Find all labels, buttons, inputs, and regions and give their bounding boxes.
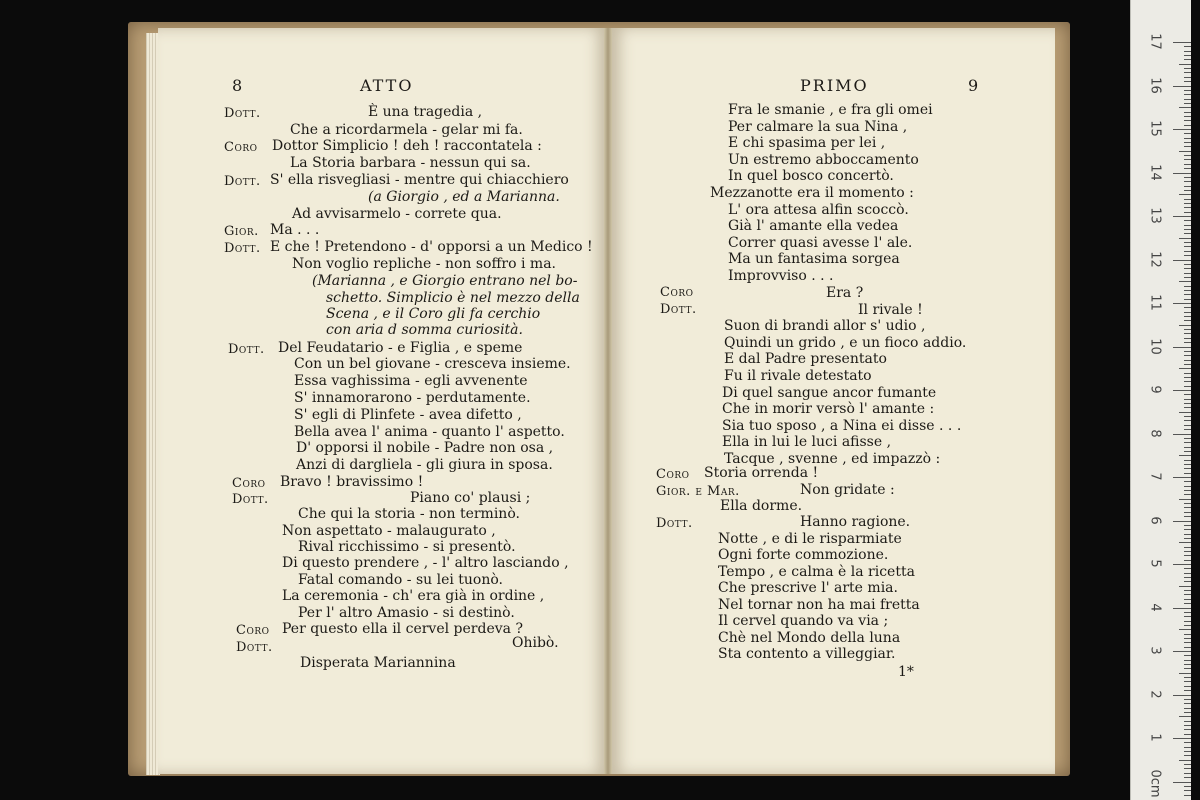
- ruler-tick: [1184, 386, 1191, 387]
- ruler-tick: [1184, 251, 1191, 252]
- ruler-number: 11: [1147, 294, 1163, 311]
- ruler-tick: [1184, 342, 1191, 343]
- ruler-tick: [1184, 46, 1191, 47]
- ruler-tick: [1184, 655, 1191, 656]
- ruler-tick: [1184, 621, 1191, 622]
- verse-line: Il cervel quando va via ;: [718, 613, 889, 629]
- verse-line: Del Feudatario - e Figlia , e speme: [278, 340, 523, 356]
- ruler-number: 12: [1147, 250, 1163, 268]
- ruler-tick: [1184, 573, 1191, 574]
- ruler-tick: [1184, 686, 1191, 687]
- speaker-label: Gior. e Mar.: [656, 484, 740, 499]
- ruler-tick: [1179, 281, 1191, 282]
- verse-line: E dal Padre presentato: [724, 351, 887, 367]
- ruler-tick: [1184, 642, 1191, 643]
- ruler-tick: [1184, 268, 1191, 269]
- verse-line: Per questo ella il cervel perdeva ?: [282, 621, 523, 637]
- ruler-tick: [1184, 625, 1191, 626]
- ruler-tick: [1184, 490, 1191, 491]
- ruler-tick: [1173, 390, 1191, 391]
- ruler-tick: [1184, 512, 1191, 513]
- stage-direction: Scena , e il Coro gli fa cerchio: [326, 306, 541, 322]
- ruler-tick: [1184, 721, 1191, 722]
- verse-line: Mezzanotte era il momento :: [710, 185, 914, 201]
- speaker-label: Dott.: [656, 516, 693, 531]
- ruler-tick: [1184, 190, 1191, 191]
- ruler-tick: [1184, 133, 1191, 134]
- speaker-label: Dott.: [224, 241, 261, 256]
- verse-line: Tempo , e calma è la ricetta: [718, 564, 915, 580]
- verse-line: Ma un fantasima sorgea: [728, 251, 900, 267]
- verse-line: Tacque , svenne , ed impazzò :: [724, 451, 941, 467]
- ruler-tick: [1184, 255, 1191, 256]
- ruler-tick: [1184, 555, 1191, 556]
- ruler-tick: [1184, 299, 1191, 300]
- ruler-tick: [1184, 773, 1191, 774]
- speaker-label: Dott.: [224, 174, 261, 189]
- stage-direction: con aria d somma curiosità.: [326, 322, 523, 338]
- ruler-tick: [1173, 782, 1191, 783]
- verse-line: S' innamorarono - perdutamente.: [294, 390, 531, 406]
- verse-line: Non voglio repliche - non soffro i ma.: [292, 256, 556, 272]
- verse-line: L' ora attesa alfin scoccò.: [728, 202, 909, 218]
- ruler-tick: [1184, 377, 1191, 378]
- ruler-tick: [1184, 307, 1191, 308]
- verse-line: Che a ricordarmela - gelar mi fa.: [290, 122, 523, 138]
- ruler-tick: [1184, 277, 1191, 278]
- ruler-tick: [1184, 199, 1191, 200]
- ruler-tick: [1179, 629, 1191, 630]
- ruler-tick: [1184, 120, 1191, 121]
- ruler-number: 0cm: [1147, 769, 1163, 798]
- ruler-tick: [1184, 312, 1191, 313]
- ruler-tick: [1184, 72, 1191, 73]
- ruler-tick: [1173, 521, 1191, 522]
- ruler-number: 13: [1147, 207, 1163, 224]
- verse-line: Suon di brandi allor s' udio ,: [724, 318, 926, 334]
- ruler-tick: [1184, 177, 1191, 178]
- stage-direction: schetto. Simplicio è nel mezzo della: [326, 290, 580, 306]
- speaker-label: Coro: [656, 467, 690, 482]
- ruler-tick: [1184, 547, 1191, 548]
- verse-line: Sta contento a villeggiar.: [718, 646, 896, 662]
- ruler-tick: [1173, 86, 1191, 87]
- ruler-tick: [1184, 242, 1191, 243]
- ruler-tick: [1184, 146, 1191, 147]
- ruler-tick: [1184, 603, 1191, 604]
- speaker-label: Dott.: [232, 492, 269, 507]
- verse-line: Fatal comando - su lei tuonò.: [298, 572, 504, 588]
- ruler-tick: [1179, 151, 1191, 152]
- ruler-tick: [1184, 442, 1191, 443]
- ruler-tick: [1184, 525, 1191, 526]
- speaker-label: Dott.: [224, 106, 261, 121]
- ruler-tick: [1184, 233, 1191, 234]
- ruler-tick: [1173, 738, 1191, 739]
- verse-line: S' ella risvegliasi - mentre qui chiacchiero: [270, 172, 569, 188]
- ruler-tick: [1184, 664, 1191, 665]
- ruler-tick: [1184, 425, 1191, 426]
- ruler-tick: [1184, 660, 1191, 661]
- ruler-tick: [1184, 207, 1191, 208]
- ruler-tick: [1184, 612, 1191, 613]
- verse-line: Ogni forte commozione.: [718, 547, 889, 563]
- ruler-tick: [1184, 568, 1191, 569]
- ruler-number: 9: [1147, 385, 1163, 394]
- verse-line: Per l' altro Amasio - si destinò.: [298, 605, 515, 621]
- measurement-ruler: [1130, 0, 1191, 800]
- ruler-tick: [1184, 742, 1191, 743]
- ruler-tick: [1184, 534, 1191, 535]
- ruler-tick: [1173, 651, 1191, 652]
- ruler-number: 5: [1147, 559, 1163, 568]
- ruler-tick: [1184, 581, 1191, 582]
- ruler-tick: [1184, 55, 1191, 56]
- verse-line: La ceremonia - ch' era già in ordine ,: [282, 588, 545, 604]
- ruler-tick: [1184, 599, 1191, 600]
- ruler-tick: [1184, 795, 1191, 796]
- ruler-number: 14: [1147, 163, 1163, 181]
- ruler-tick: [1179, 412, 1191, 413]
- ruler-tick: [1184, 529, 1191, 530]
- ruler-tick: [1184, 229, 1191, 230]
- verse-line: Con un bel giovane - cresceva insieme.: [294, 356, 571, 372]
- ruler-tick: [1184, 373, 1191, 374]
- ruler-tick: [1184, 551, 1191, 552]
- verse-line: Chè nel Mondo della luna: [718, 630, 901, 646]
- ruler-number: 1: [1147, 733, 1163, 742]
- verse-line: Dottor Simplicio ! deh ! raccontatela :: [272, 138, 542, 154]
- verse-line: Ohibò.: [512, 635, 559, 651]
- ruler-tick: [1184, 451, 1191, 452]
- ruler-tick: [1184, 747, 1191, 748]
- ruler-tick: [1184, 634, 1191, 635]
- ruler-tick: [1184, 503, 1191, 504]
- verse-line: Che prescrive l' arte mia.: [718, 580, 898, 596]
- verse-line: Fu il rivale detestato: [724, 368, 872, 384]
- ruler-tick: [1184, 320, 1191, 321]
- verse-line: Ella in lui le luci afisse ,: [722, 434, 892, 450]
- ruler-tick: [1184, 616, 1191, 617]
- ruler-tick: [1184, 577, 1191, 578]
- ruler-tick: [1184, 212, 1191, 213]
- ruler-tick: [1179, 673, 1191, 674]
- ruler-tick: [1184, 112, 1191, 113]
- ruler-tick: [1184, 447, 1191, 448]
- verse-line: Di questo prendere , - l' altro lasciando ,: [282, 555, 569, 571]
- ruler-tick: [1179, 64, 1191, 65]
- ruler-tick: [1184, 703, 1191, 704]
- ruler-tick: [1179, 716, 1191, 717]
- stage-direction: (a Giorgio , ed a Marianna.: [368, 189, 560, 205]
- verse-line: Correr quasi avesse l' ale.: [728, 235, 913, 251]
- verse-line: Disperata Mariannina: [300, 655, 456, 671]
- ruler-tick: [1184, 90, 1191, 91]
- ruler-tick: [1173, 347, 1191, 348]
- ruler-tick: [1173, 434, 1191, 435]
- verse-line: Rival ricchissimo - si presentò.: [298, 539, 516, 555]
- ruler-tick: [1184, 168, 1191, 169]
- verse-line: Storia orrenda !: [704, 465, 819, 481]
- ruler-tick: [1184, 473, 1191, 474]
- ruler-tick: [1173, 303, 1191, 304]
- ruler-tick: [1184, 142, 1191, 143]
- verse-line: In quel bosco concertò.: [728, 168, 894, 184]
- ruler-tick: [1184, 155, 1191, 156]
- ruler-tick: [1184, 751, 1191, 752]
- ruler-tick: [1184, 638, 1191, 639]
- verse-line: Era ?: [826, 285, 864, 301]
- ruler-tick: [1184, 690, 1191, 691]
- speaker-label: Coro: [236, 623, 270, 638]
- ruler-tick: [1184, 338, 1191, 339]
- verse-line: Ad avvisarmelo - correte qua.: [292, 206, 502, 222]
- ruler-tick: [1184, 355, 1191, 356]
- verse-line: E che ! Pretendono - d' opporsi a un Medico !: [270, 239, 593, 255]
- ruler-number: 6: [1147, 515, 1163, 525]
- ruler-tick: [1184, 329, 1191, 330]
- ruler-tick: [1184, 290, 1191, 291]
- verse-line: Non gridate :: [800, 482, 895, 498]
- ruler-tick: [1184, 286, 1191, 287]
- verse-line: Di quel sangue ancor fumante: [722, 385, 937, 401]
- verse-line: Notte , e di le risparmiate: [718, 531, 902, 547]
- verse-line: Che qui la storia - non terminò.: [298, 506, 520, 522]
- verse-line: Nel tornar non ha mai fretta: [718, 597, 920, 613]
- verse-line: Fra le smanie , e fra gli omei: [728, 102, 933, 118]
- ruler-tick: [1184, 220, 1191, 221]
- book-gutter: [604, 28, 612, 774]
- verse-line: La Storia barbara - nessun qui sa.: [290, 155, 531, 171]
- ruler-tick: [1184, 138, 1191, 139]
- ruler-tick: [1184, 399, 1191, 400]
- ruler-tick: [1184, 438, 1191, 439]
- ruler-number: 4: [1147, 602, 1163, 612]
- verse-line: Quindi un grido , e un fioco addio.: [724, 335, 967, 351]
- verse-line: D' opporsi il nobile - Padre non osa ,: [296, 440, 554, 456]
- ruler-tick: [1184, 468, 1191, 469]
- ruler-tick: [1184, 677, 1191, 678]
- ruler-tick: [1184, 464, 1191, 465]
- ruler-tick: [1184, 647, 1191, 648]
- ruler-tick: [1184, 203, 1191, 204]
- ruler-tick: [1184, 538, 1191, 539]
- ruler-tick: [1184, 225, 1191, 226]
- ruler-tick: [1184, 81, 1191, 82]
- left-page-number: 8: [232, 76, 243, 95]
- ruler-number: 10: [1147, 337, 1163, 355]
- ruler-tick: [1184, 333, 1191, 334]
- verse-line: Il rivale !: [858, 302, 923, 318]
- ruler-tick: [1184, 360, 1191, 361]
- verse-line: Che in morir versò l' amante :: [722, 401, 935, 417]
- ruler-tick: [1184, 560, 1191, 561]
- speaker-label: Gior.: [224, 224, 259, 239]
- ruler-tick: [1184, 734, 1191, 735]
- ruler-tick: [1184, 594, 1191, 595]
- verse-line: Piano co' plausi ;: [410, 490, 531, 506]
- ruler-tick: [1179, 368, 1191, 369]
- ruler-tick: [1184, 420, 1191, 421]
- ruler-tick: [1179, 238, 1191, 239]
- ruler-tick: [1173, 173, 1191, 174]
- ruler-tick: [1179, 107, 1191, 108]
- ruler-tick: [1184, 729, 1191, 730]
- verse-line: Un estremo abboccamento: [728, 152, 919, 168]
- ruler-tick: [1184, 77, 1191, 78]
- ruler-tick: [1184, 725, 1191, 726]
- signature-mark: 1*: [898, 664, 914, 680]
- ruler-tick: [1184, 294, 1191, 295]
- ruler-tick: [1184, 99, 1191, 100]
- ruler-tick: [1184, 116, 1191, 117]
- ruler-tick: [1184, 486, 1191, 487]
- ruler-number: 2: [1147, 689, 1163, 699]
- ruler-tick: [1184, 407, 1191, 408]
- speaker-label: Dott.: [660, 302, 697, 317]
- left-running-head: ATTO: [360, 76, 414, 95]
- ruler-tick: [1184, 777, 1191, 778]
- ruler-tick: [1184, 125, 1191, 126]
- ruler-tick: [1179, 542, 1191, 543]
- ruler-tick: [1184, 668, 1191, 669]
- ruler-number: 8: [1147, 428, 1163, 438]
- ruler-tick: [1179, 455, 1191, 456]
- ruler-tick: [1184, 51, 1191, 52]
- ruler-tick: [1179, 760, 1191, 761]
- ruler-tick: [1184, 712, 1191, 713]
- verse-line: Già l' amante ella vedea: [728, 218, 899, 234]
- ruler-tick: [1184, 768, 1191, 769]
- verse-line: Anzi di dargliela - gli giura in sposa.: [296, 457, 553, 473]
- ruler-tick: [1184, 316, 1191, 317]
- ruler-tick: [1184, 273, 1191, 274]
- speaker-label: Dott.: [228, 342, 265, 357]
- verse-line: Hanno ragione.: [800, 514, 911, 530]
- verse-line: Improvviso . . .: [728, 268, 834, 284]
- ruler-tick: [1179, 325, 1191, 326]
- ruler-tick: [1184, 708, 1191, 709]
- ruler-tick: [1184, 394, 1191, 395]
- ruler-tick: [1173, 129, 1191, 130]
- ruler-tick: [1184, 94, 1191, 95]
- ruler-tick: [1184, 755, 1191, 756]
- verse-line: Per calmare la sua Nina ,: [728, 119, 908, 135]
- ruler-tick: [1184, 159, 1191, 160]
- verse-line: Bella avea l' anima - quanto l' aspetto.: [294, 424, 565, 440]
- ruler-tick: [1184, 416, 1191, 417]
- ruler-tick: [1184, 364, 1191, 365]
- ruler-tick: [1173, 695, 1191, 696]
- verse-line: Bravo ! bravissimo !: [280, 474, 424, 490]
- ruler-tick: [1184, 381, 1191, 382]
- ruler-tick: [1184, 164, 1191, 165]
- ruler-tick: [1184, 764, 1191, 765]
- ruler-tick: [1184, 186, 1191, 187]
- ruler-number: 16: [1147, 76, 1163, 94]
- ruler-tick: [1184, 246, 1191, 247]
- speaker-label: Dott.: [236, 640, 273, 655]
- ruler-tick: [1184, 59, 1191, 60]
- verse-line: S' egli di Plinfete - avea difetto ,: [294, 407, 522, 423]
- speaker-label: Coro: [224, 140, 258, 155]
- verse-line: Sia tuo sposo , a Nina ei disse . . .: [722, 418, 962, 434]
- ruler-tick: [1184, 351, 1191, 352]
- ruler-tick: [1184, 699, 1191, 700]
- ruler-tick: [1184, 790, 1191, 791]
- ruler-tick: [1179, 586, 1191, 587]
- ruler-number: 3: [1147, 646, 1163, 655]
- verse-line: Ma . . .: [270, 222, 320, 238]
- ruler-tick: [1173, 42, 1191, 43]
- ruler-tick: [1184, 786, 1191, 787]
- speaker-label: Coro: [232, 476, 266, 491]
- ruler-tick: [1173, 260, 1191, 261]
- verse-line: Ella dorme.: [720, 498, 803, 514]
- verse-line: Essa vaghissima - egli avvenente: [294, 373, 528, 389]
- ruler-tick: [1184, 181, 1191, 182]
- ruler-tick: [1184, 103, 1191, 104]
- right-page-number: 9: [968, 76, 979, 95]
- verse-line: È una tragedia ,: [368, 104, 483, 120]
- ruler-tick: [1184, 460, 1191, 461]
- ruler-tick: [1184, 494, 1191, 495]
- ruler-tick: [1184, 681, 1191, 682]
- verse-line: E chi spasima per lei ,: [728, 135, 886, 151]
- right-running-head: PRIMO: [800, 76, 869, 95]
- ruler-number: 15: [1147, 120, 1163, 137]
- ruler-tick: [1173, 608, 1191, 609]
- ruler-tick: [1173, 477, 1191, 478]
- ruler-tick: [1184, 507, 1191, 508]
- ruler-tick: [1184, 590, 1191, 591]
- ruler-number: 17: [1147, 33, 1163, 50]
- ruler-tick: [1184, 68, 1191, 69]
- ruler-tick: [1184, 481, 1191, 482]
- ruler-number: 7: [1147, 472, 1163, 481]
- ruler-tick: [1184, 429, 1191, 430]
- ruler-tick: [1184, 516, 1191, 517]
- speaker-label: Coro: [660, 285, 694, 300]
- ruler-tick: [1173, 564, 1191, 565]
- stage-direction: (Marianna , e Giorgio entrano nel bo-: [312, 273, 578, 289]
- verse-line: Non aspettato - malaugurato ,: [282, 523, 496, 539]
- ruler-tick: [1173, 216, 1191, 217]
- ruler-tick: [1179, 194, 1191, 195]
- ruler-tick: [1184, 403, 1191, 404]
- ruler-tick: [1179, 499, 1191, 500]
- ruler-tick: [1184, 264, 1191, 265]
